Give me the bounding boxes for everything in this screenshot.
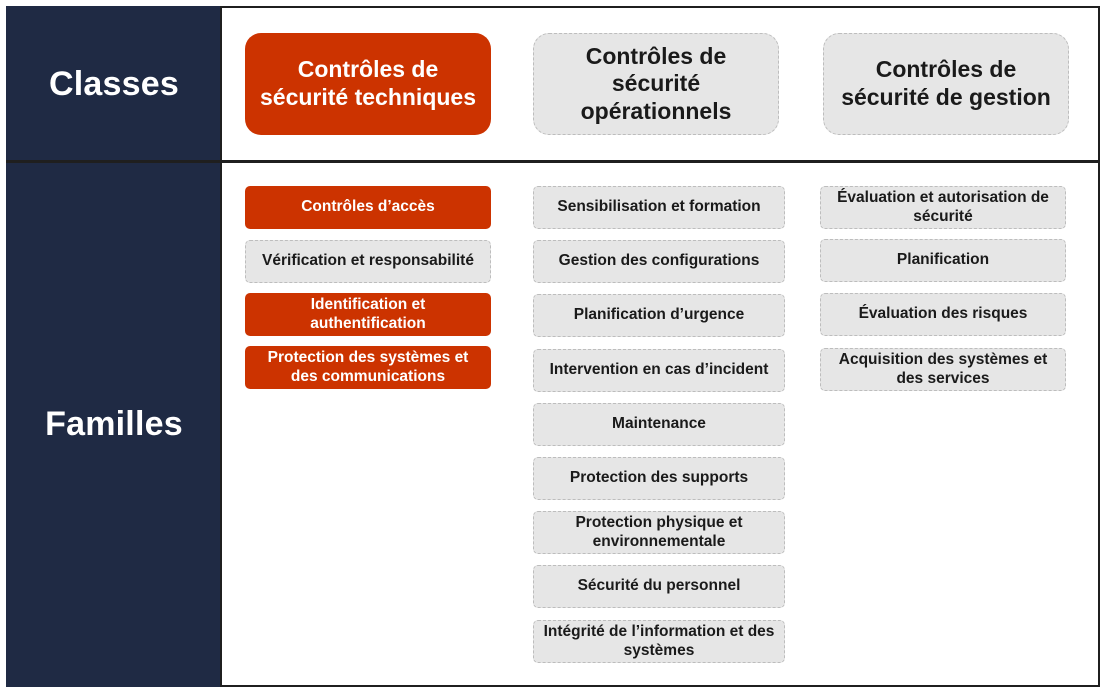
family-box-protection-systemes-communications: Protection des systèmes et des communications xyxy=(245,346,491,389)
family-box-securite-personnel: Sécurité du personnel xyxy=(533,565,785,608)
row-label-familles: Familles xyxy=(6,162,222,687)
family-box-planification-urgence: Planification d’urgence xyxy=(533,294,785,337)
row-label-classes: Classes xyxy=(6,6,222,162)
family-box-protection-supports: Protection des supports xyxy=(533,457,785,500)
class-box-gestion: Contrôles de sécurité de gestion xyxy=(823,33,1069,135)
family-box-planification: Planification xyxy=(820,239,1066,282)
family-box-sensibilisation-formation: Sensibilisation et formation xyxy=(533,186,785,229)
class-box-operationnels: Contrôles de sécurité opérationnels xyxy=(533,33,779,135)
family-box-protection-physique: Protection physique et environnementale xyxy=(533,511,785,554)
family-box-identification-authentification: Identification et authentification xyxy=(245,293,491,336)
family-box-evaluation-risques: Évaluation des risques xyxy=(820,293,1066,336)
family-box-gestion-configurations: Gestion des configurations xyxy=(533,240,785,283)
class-box-techniques: Contrôles de sécurité techniques xyxy=(245,33,491,135)
family-box-acquisition-systemes: Acquisition des systèmes et des services xyxy=(820,348,1066,391)
family-box-integrite-information: Intégrité de l’information et des systèmes xyxy=(533,620,785,663)
family-box-evaluation-autorisation: Évaluation et autorisation de sécurité xyxy=(820,186,1066,229)
column-divider xyxy=(220,6,222,687)
family-box-controles-acces: Contrôles d’accès xyxy=(245,186,491,229)
family-box-maintenance: Maintenance xyxy=(533,403,785,446)
family-box-verification-responsabilite: Vérification et responsabilité xyxy=(245,240,491,283)
row-divider xyxy=(6,160,1100,163)
family-box-intervention-incident: Intervention en cas d’incident xyxy=(533,349,785,392)
